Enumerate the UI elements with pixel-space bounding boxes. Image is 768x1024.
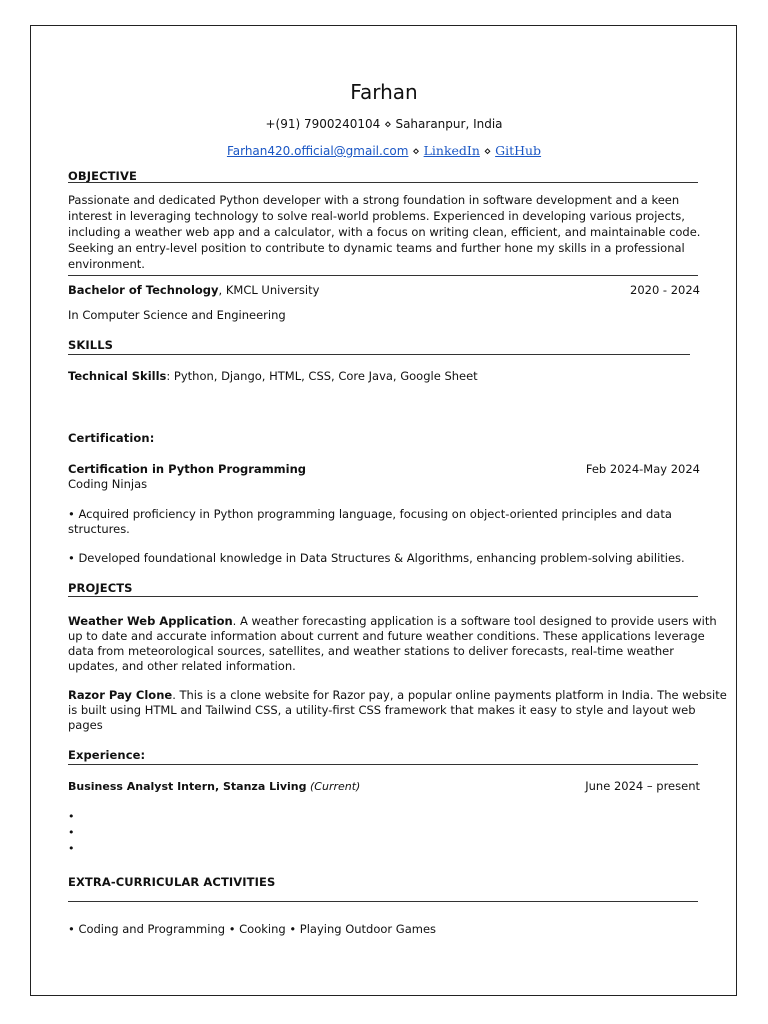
project-title: Weather Web Application	[68, 614, 233, 628]
experience-bullet: •	[68, 842, 75, 855]
project-text: . A weather forecasting application is a software tool designed to provide users with	[232, 614, 717, 628]
project-razorpay-line: is built using HTML and Tailwind CSS, a utility-first CSS framework that makes it easy to style and layout web	[68, 703, 696, 717]
certification-heading: Certification:	[68, 431, 155, 445]
objective-line: interest in leveraging technology to solve real-world problems. Experienced in developing various projects,	[68, 209, 685, 223]
objective-line: Passionate and dedicated Python developer with a strong foundation in software development and a keen	[68, 193, 680, 207]
technical-skills	[68, 369, 478, 384]
certification-issuer: Coding Ninjas	[68, 477, 148, 491]
degree: Bachelor of Technology	[68, 283, 219, 297]
project-weather-line: up to date and accurate information about current and future weather conditions. These applications leverage	[68, 629, 705, 643]
experience-dates: June 2024 – present	[585, 779, 700, 793]
skills-values: : Python, Django, HTML, CSS, Core Java, Google Sheet	[166, 369, 478, 383]
project-title: Razor Pay Clone	[68, 688, 173, 702]
linkedin-link[interactable]: LinkedIn	[423, 143, 480, 158]
project-razorpay-line	[68, 688, 727, 703]
experience-rule	[68, 764, 698, 765]
objective-line: Seeking an entry-level position to contribute to dynamic teams and further hone my skills in a professional	[68, 241, 685, 255]
separator: ⋄	[483, 144, 492, 158]
separator: ⋄	[412, 144, 420, 158]
certification-bullet: • Developed foundational knowledge in Data Structures & Algorithms, enhancing problem-solving abilities.	[68, 551, 685, 565]
project-weather-line: data from meteorological sources, satellites, and weather stations to deliver forecasts, real-time weather	[68, 644, 674, 658]
links-line	[0, 143, 768, 158]
objective-rule	[68, 182, 698, 183]
experience-bullet: •	[68, 810, 75, 823]
certification-dates: Feb 2024-May 2024	[585, 462, 700, 476]
projects-heading: PROJECTS	[68, 581, 133, 595]
extracurricular-rule	[68, 901, 698, 902]
extracurricular-items: • Coding and Programming • Cooking • Playing Outdoor Games	[68, 922, 437, 936]
experience-bullet: •	[68, 826, 75, 839]
project-weather-line: updates, and other related information.	[68, 659, 296, 673]
experience-role: Business Analyst Intern, Stanza Living	[68, 780, 307, 793]
extracurricular-heading: EXTRA-CURRICULAR ACTIVITIES	[68, 875, 276, 889]
certification-title: Certification in Python Programming	[68, 462, 307, 476]
certification-bullet: • Acquired proficiency in Python programming language, focusing on object-oriented principles and data	[68, 507, 672, 521]
skills-rule	[68, 354, 690, 355]
experience-role-line	[68, 779, 360, 794]
projects-rule	[68, 596, 698, 597]
skills-label: Technical Skills	[68, 369, 167, 383]
education-degree-line	[68, 283, 319, 298]
project-razorpay-line: pages	[68, 718, 103, 732]
candidate-name: Farhan	[350, 80, 418, 104]
project-text: . This is a clone website for Razor pay, a popular online payments platform in India. The website	[172, 688, 727, 702]
certification-bullet-cont: structures.	[68, 522, 130, 536]
objective-line: environment.	[68, 257, 145, 271]
objective-heading: OBJECTIVE	[68, 169, 137, 183]
skills-heading: SKILLS	[68, 338, 114, 352]
institution: , KMCL University	[218, 283, 320, 297]
objective-line: including a weather web app and a calculator, with a focus on writing clean, efficient, and maintainable code.	[68, 225, 701, 239]
project-weather-line	[68, 614, 717, 629]
education-field: In Computer Science and Engineering	[68, 308, 286, 322]
email-link[interactable]: Farhan420.official@gmail.com	[226, 144, 409, 158]
experience-status: (Current)	[310, 780, 361, 793]
contact-line: +(91) 7900240104 ⋄ Saharanpur, India	[265, 117, 503, 131]
experience-heading: Experience:	[68, 748, 146, 762]
education-years: 2020 - 2024	[630, 283, 700, 297]
github-link[interactable]: GitHub	[495, 143, 542, 158]
education-rule	[68, 275, 698, 276]
